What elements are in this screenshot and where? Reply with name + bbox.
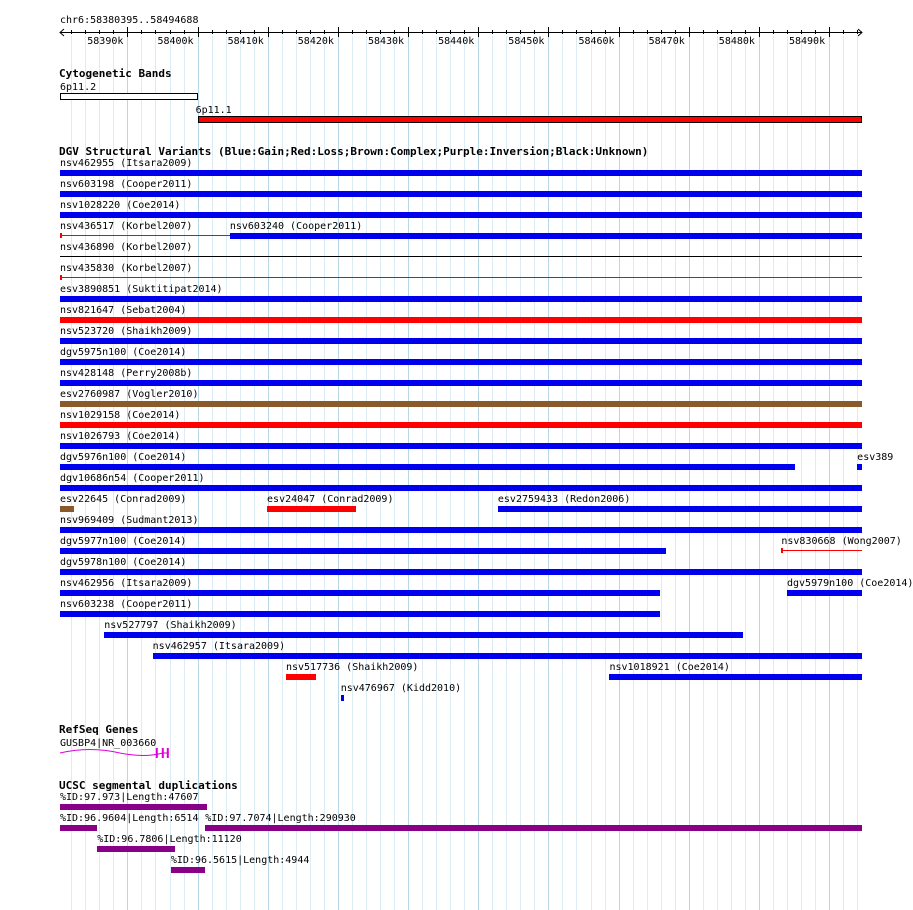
ruler-tick-label: 58430k: [367, 36, 405, 47]
refseq-gene-glyph[interactable]: [0, 744, 890, 764]
segdup-feature[interactable]: [171, 867, 205, 873]
dgv-feature-start-tick[interactable]: [60, 275, 62, 280]
dgv-feature-esv2760987[interactable]: [60, 401, 862, 407]
dgv-feature-nsv436890[interactable]: [60, 256, 862, 257]
refseq-track-title: RefSeq Genes: [59, 723, 139, 736]
position-label: chr6:58380395..58494688: [60, 15, 199, 26]
dgv-feature-nsv428148[interactable]: [60, 380, 862, 386]
dgv-feature-label: esv2760987 (Vogler2010): [60, 389, 199, 400]
dgv-feature-nsv517736[interactable]: [286, 674, 316, 680]
dgv-feature-label: nsv603238 (Cooper2011): [60, 599, 193, 610]
dgv-feature-esv3890851[interactable]: [60, 296, 862, 302]
dgv-feature-label: dgv5979n100 (Coe2014): [787, 578, 913, 589]
dgv-feature-label: dgv5976n100 (Coe2014): [60, 452, 187, 463]
dgv-feature-dgv5976n100[interactable]: [60, 464, 795, 470]
ruler-tick-label: 58460k: [578, 36, 615, 47]
segdup-feature[interactable]: [205, 825, 862, 831]
dgv-feature-nsv1029158[interactable]: [60, 422, 862, 428]
dgv-feature-nsv1028220[interactable]: [60, 212, 862, 218]
segdup-label: %ID:97.973|Length:47607: [60, 792, 199, 803]
refseq-intron-line: [60, 750, 169, 756]
dgv-feature-label: nsv436517 (Korbel2007): [60, 221, 193, 232]
dgv-feature-label: nsv462955 (Itsara2009): [60, 158, 193, 169]
dgv-feature-label: nsv476967 (Kidd2010): [340, 683, 462, 694]
dgv-feature-nsv436517[interactable]: [60, 235, 230, 236]
dgv-feature-label: esv389: [857, 452, 894, 463]
segdup-track-title: UCSC segmental duplications: [59, 779, 238, 792]
dgv-feature-esv24047[interactable]: [267, 506, 356, 512]
dgv-feature-label: esv2759433 (Redon2006): [497, 494, 631, 505]
dgv-feature-label: nsv821647 (Sebat2004): [60, 305, 187, 316]
dgv-feature-nsv523720[interactable]: [60, 338, 862, 344]
dgv-feature-nsv462956[interactable]: [60, 590, 660, 596]
ruler-tick-label: 58440k: [438, 36, 475, 47]
dgv-feature-label: nsv1028220 (Coe2014): [60, 200, 181, 211]
dgv-feature-nsv969409[interactable]: [60, 527, 862, 533]
segdup-label: %ID:97.7074|Length:290930: [205, 813, 356, 824]
dgv-feature-nsv830668[interactable]: [781, 550, 862, 551]
dgv-feature-nsv527797[interactable]: [104, 632, 743, 638]
dgv-feature-nsv603198[interactable]: [60, 191, 862, 197]
dgv-feature-label: nsv1026793 (Coe2014): [60, 431, 181, 442]
ruler-tick-label: 58450k: [508, 36, 545, 47]
dgv-track-title: DGV Structural Variants (Blue:Gain;Red:Loss;Brown:Complex;Purple:Inversion;Black:Unknown): [59, 145, 649, 158]
ruler-tick-label: 58420k: [297, 36, 334, 47]
dgv-feature-label: esv3890851 (Suktitipat2014): [60, 284, 223, 295]
dgv-feature-label: dgv5978n100 (Coe2014): [60, 557, 187, 568]
dgv-feature-nsv1018921[interactable]: [609, 674, 862, 680]
dgv-feature-nsv1026793[interactable]: [60, 443, 862, 449]
dgv-feature-nsv603240[interactable]: [230, 233, 862, 239]
dgv-feature-label: nsv527797 (Shaikh2009): [104, 620, 237, 631]
dgv-feature-label: nsv435830 (Korbel2007): [60, 263, 193, 274]
dgv-feature-nsv821647[interactable]: [60, 317, 862, 323]
dgv-feature-label: nsv1029158 (Coe2014): [60, 410, 181, 421]
dgv-feature-label: nsv603240 (Cooper2011): [229, 221, 363, 232]
dgv-feature-nsv476967[interactable]: [341, 695, 344, 701]
dgv-feature-esv2759433[interactable]: [498, 506, 862, 512]
segdup-feature[interactable]: [97, 846, 175, 852]
cytoband-label: 6p11.1: [195, 105, 232, 116]
ruler-tick-label: 58470k: [648, 36, 685, 47]
cytoband-label: 6p11.2: [60, 82, 97, 93]
dgv-feature-label: nsv603198 (Cooper2011): [60, 179, 193, 190]
segdup-label: %ID:96.9604|Length:6514: [60, 813, 199, 824]
dgv-feature-start-tick[interactable]: [60, 233, 62, 238]
dgv-feature-label: nsv517736 (Shaikh2009): [285, 662, 419, 673]
dgv-feature-label: nsv1018921 (Coe2014): [609, 662, 730, 673]
dgv-feature-label: nsv436890 (Korbel2007): [60, 242, 193, 253]
dgv-feature-nsv462957[interactable]: [153, 653, 862, 659]
dgv-feature-label: nsv523720 (Shaikh2009): [60, 326, 193, 337]
dgv-feature-esv389[interactable]: [857, 464, 862, 470]
dgv-feature-esv22645[interactable]: [60, 506, 74, 512]
dgv-feature-dgv5975n100[interactable]: [60, 359, 862, 365]
dgv-feature-start-tick[interactable]: [781, 548, 783, 553]
ruler[interactable]: [0, 20, 890, 70]
dgv-feature-label: esv22645 (Conrad2009): [60, 494, 187, 505]
dgv-feature-dgv5978n100[interactable]: [60, 569, 862, 575]
dgv-feature-label: esv24047 (Conrad2009): [267, 494, 394, 505]
dgv-feature-label: dgv5975n100 (Coe2014): [60, 347, 187, 358]
ruler-tick-label: 58480k: [718, 36, 755, 47]
dgv-feature-nsv462955[interactable]: [60, 170, 862, 176]
dgv-feature-label: nsv462956 (Itsara2009): [60, 578, 193, 589]
cytoband-track-title: Cytogenetic Bands: [59, 67, 172, 80]
dgv-feature-label: nsv462957 (Itsara2009): [152, 641, 286, 652]
dgv-feature-label: nsv428148 (Perry2008b): [60, 368, 193, 379]
dgv-feature-dgv10686n54[interactable]: [60, 485, 862, 491]
segdup-label: %ID:96.7806|Length:11120: [97, 834, 242, 845]
dgv-feature-nsv603238[interactable]: [60, 611, 660, 617]
cytoband-6p11.1[interactable]: [198, 116, 862, 123]
segdup-label: %ID:96.5615|Length:4944: [170, 855, 310, 866]
segdup-feature[interactable]: [60, 825, 97, 831]
segdup-feature[interactable]: [60, 804, 207, 810]
ruler-tick-label: 58410k: [227, 36, 264, 47]
dgv-feature-dgv5977n100[interactable]: [60, 548, 666, 554]
dgv-feature-label: nsv830668 (Wong2007): [781, 536, 902, 547]
cytoband-6p11.2[interactable]: [60, 93, 198, 100]
dgv-feature-label: dgv5977n100 (Coe2014): [60, 536, 187, 547]
ruler-tick-label: 58400k: [157, 36, 194, 47]
ruler-tick-label: 58390k: [87, 36, 124, 47]
dgv-feature-label: nsv969409 (Sudmant2013): [60, 515, 199, 526]
dgv-feature-dgv5979n100[interactable]: [787, 590, 862, 596]
dgv-feature-nsv435830[interactable]: [60, 277, 862, 278]
refseq-gene-label: GUSBP4|NR_003660: [60, 738, 157, 749]
dgv-feature-label: dgv10686n54 (Cooper2011): [60, 473, 205, 484]
ruler-tick-label: 58490k: [788, 36, 826, 47]
